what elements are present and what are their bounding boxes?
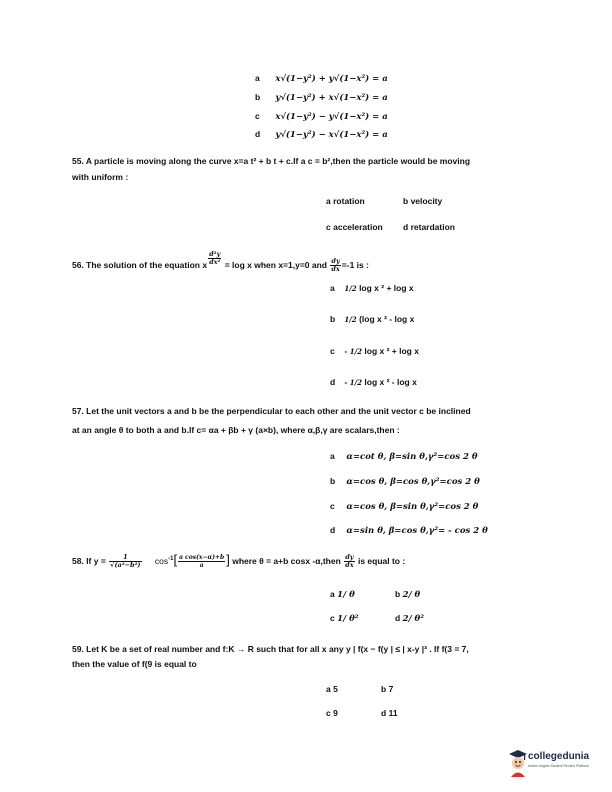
q58-inverse-sup: -1 [168,556,174,562]
q56-derivative-fraction [208,251,221,266]
option-label: b [330,314,336,324]
q55-option-b [403,196,442,206]
q58-mid: where θ = a+b cosx -α,then [232,555,341,566]
q55-option-c [326,222,383,232]
option-label: b [255,92,261,102]
q59-option-d [381,708,398,718]
option-text: 11 [388,708,398,718]
option-label: a [330,589,335,599]
option-text: x√(1−y²) − y√(1−x²) = a [275,112,388,122]
option-coef: 1/2 [344,315,357,324]
option-label: d [395,613,401,623]
option-text: 9 [333,708,338,718]
q56-option-d [330,377,417,387]
q56-suffix: =-1 is : [341,260,369,270]
option-text: 2/ θ [402,590,421,600]
option-text: velocity [410,196,443,206]
frac-numerator: 1 [109,554,141,562]
option-text: 2/ θ² [402,614,424,624]
logo-tagline: India's largest Student Review Platform [528,764,589,768]
option-label: c [255,111,260,121]
q57-line1: 57. Let the unit vectors a and b be the perpendicular to each other and the unit vector c be inclined [72,406,471,416]
q54-option-c [255,111,388,122]
q56-option-c [330,346,419,356]
option-text: retardation [410,222,455,232]
option-text: 5 [333,684,338,694]
option-label: d [381,708,387,718]
q56-dy-dx-fraction [330,258,340,273]
q59-line1: 59. Let K be a set of real number and f:K → R such that for all x any y | f(x − f(y | ≤ | x-y |³ . If f(3 = 7, [72,644,469,654]
option-text: log x ² + log x [364,346,419,356]
option-label: d [330,525,336,535]
option-label: b [395,589,401,599]
option-label: a [255,73,260,83]
q56-prefix: 56. The solution of the equation x [72,260,208,270]
option-text: (log x ² - log x [359,314,415,324]
q58-option-b [395,589,420,600]
option-label: c [330,346,335,356]
q59-option-c [326,708,338,718]
option-label: c [330,613,335,623]
q55-option-a [326,196,365,206]
logo-name: collegedunia [528,751,590,762]
option-text: acceleration [333,222,383,232]
q58-bracket-fraction [178,554,225,569]
option-label: d [330,377,336,387]
q58-prefix: 58. If y = [72,555,106,566]
q58-option-a [330,589,355,600]
q55-option-d [403,222,455,232]
collegedunia-logo [508,749,603,779]
option-label: b [403,196,409,206]
frac-denominator: dx [345,561,354,570]
q59-option-b [381,684,393,694]
option-text: α=sin θ, β=cos θ,γ²= - cos 2 θ [346,526,488,536]
q57-option-d [330,525,488,536]
q56-mid: = log x when x=1,y=0 and [224,260,327,270]
graduate-mascot-icon [508,749,528,777]
option-coef: 1/2 [344,284,357,293]
option-label: c [326,708,331,718]
q58-stem: 58. If y = $\frac{1}{\text{√(a²−b²)}}$ $\cos^{-1}$[ $\frac{\text{a cos(x−α)+b}}{a}$ ] where θ = a+b cosx -α,then $\frac{dy}{dx}$ is equal to : [72,551,406,570]
option-coef: - 1/2 [344,347,363,356]
q56-stem [72,251,369,273]
q59-option-a [326,684,338,694]
q54-option-d [255,129,388,140]
option-label: c [326,222,331,232]
option-label: d [403,222,409,232]
q58-dy-dx-fraction [344,554,354,569]
frac-denominator: √(a²−b²) [110,561,141,570]
frac-denominator: a [199,562,204,570]
option-label: c [330,501,335,511]
q56-option-b [330,314,414,324]
q54-option-a [255,73,388,84]
option-text: α=cos θ, β=sin θ,γ²=cos 2 θ [346,502,479,512]
frac-numerator: d²y [209,250,221,258]
q57-option-a [330,451,478,462]
option-text: α=cot θ, β=sin θ,γ²=cos 2 θ [346,452,478,462]
q55-line1: 55. A particle is moving along the curve x=a t² + b t + c.If a c = b²,then the particle would be moving [72,156,471,166]
option-text: 1/ θ [337,590,355,600]
option-text: y√(1−y²) − x√(1−x²) = a [275,130,388,140]
frac-numerator: dy [345,553,354,562]
q57-line2: at an angle θ to both a and b.If c= αa + βb + γ (a×b), where α,β,γ are scalars,then : [72,425,400,435]
q57-option-c [330,501,478,512]
q54-option-b [255,92,388,103]
option-text: y√(1−y²) + x√(1−x²) = a [275,93,388,103]
q58-coefficient-fraction [109,554,141,569]
q58-cos: cos [154,555,169,566]
option-coef: - 1/2 [344,378,363,387]
frac-denominator: dx² [209,258,221,266]
frac-denominator: dx [331,265,340,274]
option-text: log x ² + log x [359,283,414,293]
option-label: a [330,283,335,293]
option-text: 7 [388,684,394,694]
frac-numerator: dy [331,257,340,266]
option-label: b [330,476,336,486]
option-text: rotation [333,196,365,206]
option-text: α=cos θ, β=cos θ,γ²=cos 2 θ [346,477,480,487]
frac-numerator: a cos(x−α)+b [179,554,225,562]
option-text: 1/ θ² [337,614,359,624]
q58-suffix: is equal to : [357,555,406,566]
option-text: log x ² - log x [364,377,417,387]
q57-option-b [330,476,480,487]
option-label: a [326,196,331,206]
q56-option-a [330,283,414,293]
q55-line2: with uniform : [72,172,129,182]
option-label: a [330,451,335,461]
option-text: x√(1−y²) + y√(1−x²) = a [275,74,388,84]
option-label: b [381,684,387,694]
q59-line2: then the value of f(9 is equal to [72,659,197,669]
option-label: a [326,684,331,694]
q58-option-d [395,613,424,624]
q58-option-c [330,613,358,624]
option-label: d [255,129,261,139]
